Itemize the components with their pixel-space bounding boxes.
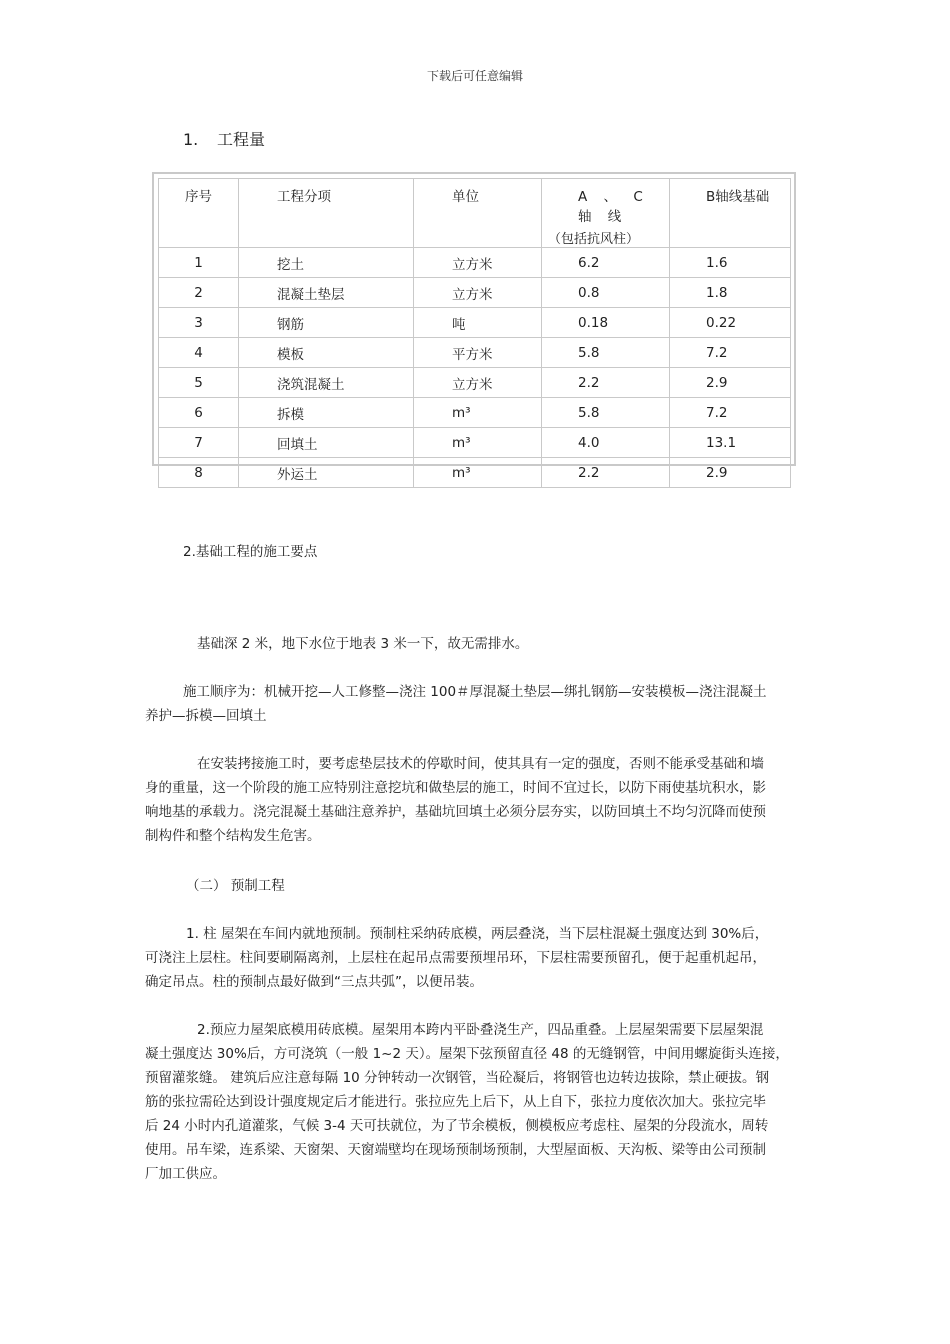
cell-item: 挖土	[239, 248, 414, 278]
cell-item: 回填土	[239, 428, 414, 458]
cell-no: 1	[159, 248, 239, 278]
cell-a-c-value: 0.18	[542, 308, 670, 338]
prefab-2-line6: 使用。吊车梁，连系梁、天窗架、天窗端壁均在现场预制场预制，大型屋面板、天沟板、梁等由公司预制	[145, 1142, 766, 1158]
cell-no: 8	[159, 458, 239, 488]
paragraph-install-line4: 制构件和整个结构发生危害。	[145, 828, 321, 844]
cell-b-value: 2.9	[670, 458, 791, 488]
cell-unit: 立方米	[414, 278, 542, 308]
prefab-1-line2: 可浇注上层柱。柱间要刷隔离剂，上层柱在起吊点需要预埋吊环，下层柱需要预留孔，便于起重机起吊，	[145, 950, 766, 966]
table-row	[159, 338, 791, 368]
header-item: 工程分项	[239, 179, 414, 248]
cell-unit: 平方米	[414, 338, 542, 368]
header-unit: 单位	[414, 179, 542, 248]
cell-item: 模板	[239, 338, 414, 368]
table-row	[159, 428, 791, 458]
page-header-note: 下载后可任意编辑	[426, 69, 523, 83]
cell-unit: m³	[414, 428, 542, 458]
cell-a-c-value: 6.2	[542, 248, 670, 278]
paragraph-install-line1: 在安装拷接施工时，要考虑垫层技术的停歇时间，使其具有一定的强度，否则不能承受基础和墙	[197, 756, 764, 772]
prefab-2-line3: 预留灌浆缝。 建筑后应注意每隔 10 分钟转动一次钢管，当砼凝后，将钢管也边转边拔除，禁止硬拔。钢	[145, 1070, 770, 1086]
cell-no: 3	[159, 308, 239, 338]
cell-a-c-value: 2.2	[542, 368, 670, 398]
quantity-grid	[158, 178, 791, 488]
prefab-1-line3: 确定吊点。柱的预制点最好做到“三点共弧”，以便吊装。	[145, 974, 483, 990]
table-row	[159, 368, 791, 398]
cell-b-value: 1.8	[670, 278, 791, 308]
prefab-2-line1: 2.预应力屋架底模用砖底模。屋架用本跨内平卧叠浇生产，四品重叠。上层屋架需要下层屋架混	[197, 1022, 764, 1038]
paragraph-install-line2: 身的重量，这一个阶段的施工应特别注意挖坑和做垫层的施工，时间不宜过长，以防下雨使基坑积水，影	[145, 780, 766, 796]
header-no: 序号	[159, 179, 239, 248]
cell-unit: m³	[414, 398, 542, 428]
cell-no: 4	[159, 338, 239, 368]
cell-a-c-value: 5.8	[542, 338, 670, 368]
prefab-2-line7: 厂加工供应。	[145, 1166, 226, 1182]
cell-b-value: 13.1	[670, 428, 791, 458]
cell-item: 拆模	[239, 398, 414, 428]
table-row	[159, 278, 791, 308]
cell-no: 6	[159, 398, 239, 428]
header-b-axis: B轴线基础	[670, 179, 791, 248]
paragraph-order-line1: 施工顺序为：机械开挖—人工修整—浇注 100＃厚混凝土垫层—绑扎钢筋—安装模板—浇注混凝土	[183, 684, 767, 700]
cell-b-value: 2.9	[670, 368, 791, 398]
cell-b-value: 7.2	[670, 398, 791, 428]
table-row	[159, 308, 791, 338]
table-row	[159, 248, 791, 278]
prefab-1-line1: 1. 柱 屋架在车间内就地预制。预制柱采纳砖底模，两层叠浇，当下层柱混凝土强度达到 30%后，	[186, 926, 769, 942]
table-header-row	[159, 179, 791, 248]
section-1-heading	[183, 127, 265, 150]
section-3-heading: （二） 预制工程	[186, 878, 285, 894]
cell-b-value: 7.2	[670, 338, 791, 368]
cell-a-c-value: 2.2	[542, 458, 670, 488]
section-1-number: 1.	[183, 130, 199, 149]
prefab-2-line5: 后 24 小时内孔道灌浆，气候 3-4 天可扶就位，为了节余模板，侧模板应考虑柱、屋架的分段流水，周转	[145, 1118, 769, 1134]
cell-unit: 立方米	[414, 368, 542, 398]
cell-a-c-value: 4.0	[542, 428, 670, 458]
cell-a-c-value: 5.8	[542, 398, 670, 428]
cell-b-value: 0.22	[670, 308, 791, 338]
table-row	[159, 458, 791, 488]
cell-item: 钢筋	[239, 308, 414, 338]
section-2-heading: 2.基础工程的施工要点	[183, 544, 318, 560]
cell-b-value: 1.6	[670, 248, 791, 278]
header-a-c-axis-line1: A 、 C 轴 线	[578, 189, 649, 225]
prefab-2-line2: 凝土强度达 30%后，方可浇筑（一般 1~2 天）。屋架下弦预留直径 48 的无缝钢管，中间用螺旋街头连接，	[145, 1046, 789, 1062]
cell-unit: m³	[414, 458, 542, 488]
cell-no: 7	[159, 428, 239, 458]
cell-unit: 吨	[414, 308, 542, 338]
table-row	[159, 398, 791, 428]
paragraph-order-line2: 养护—拆模—回填土	[145, 708, 267, 724]
quantity-table	[152, 172, 796, 483]
paragraph-depth: 基础深 2 米，地下水位于地表 3 米一下，故无需排水。	[197, 636, 529, 652]
cell-item: 浇筑混凝土	[239, 368, 414, 398]
cell-unit: 立方米	[414, 248, 542, 278]
cell-no: 2	[159, 278, 239, 308]
prefab-2-line4: 筋的张拉需砼达到设计强度规定后才能进行。张拉应先上后下，从上自下，张拉力度依次加大。张拉完毕	[145, 1094, 766, 1110]
section-1-title: 工程量	[217, 130, 266, 149]
header-a-c-axis-line2: （包括抗风柱）	[548, 232, 640, 247]
cell-item: 外运土	[239, 458, 414, 488]
cell-item: 混凝土垫层	[239, 278, 414, 308]
cell-no: 5	[159, 368, 239, 398]
cell-a-c-value: 0.8	[542, 278, 670, 308]
paragraph-install-line3: 响地基的承载力。浇完混凝土基础注意养护，基础坑回填土必须分层夯实，以防回填土不均匀沉降而使预	[145, 804, 766, 820]
header-a-c-axis	[542, 179, 670, 248]
